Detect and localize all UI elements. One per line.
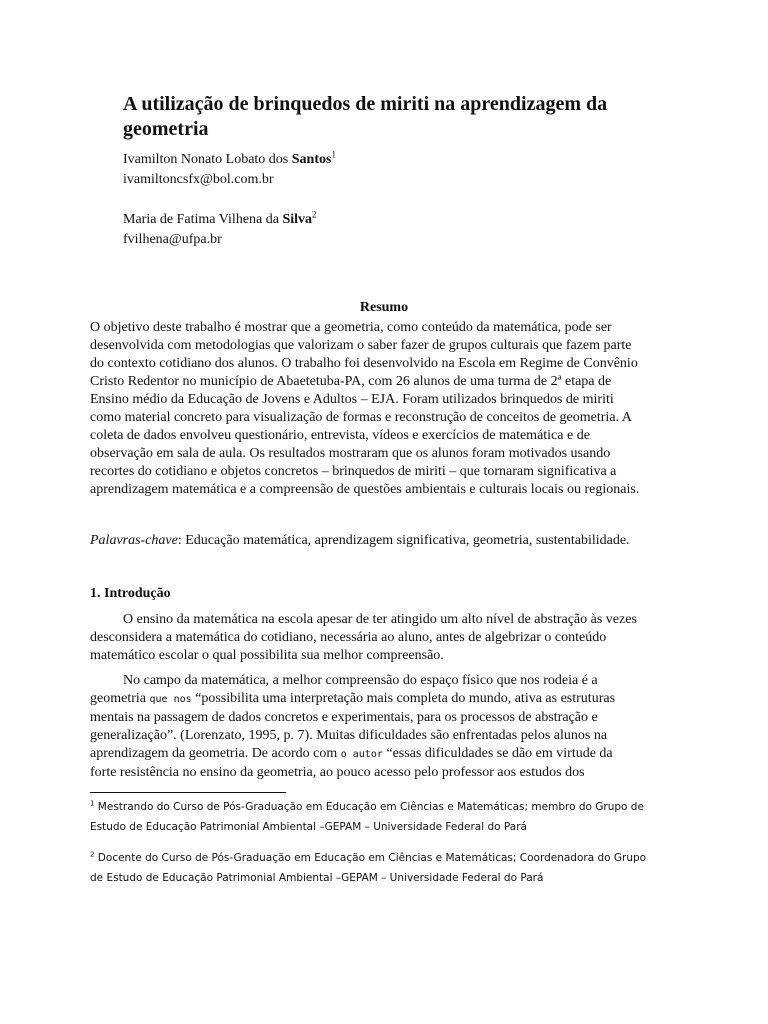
keywords [90, 532, 642, 550]
abstract-text: O objetivo deste trabalho é mostrar que a geometria, como conteúdo da matemática, pode ser desenvolvida com metodologias que valorizam o saber fazer de grupos culturais que fazem parte do contexto cotidiano dos alunos. O trabalho foi desenvolvido na Escola em Regime de Convênio Cristo Redentor no município de Abaetetuba-PA, com 26 alunos de uma turma de 2ª etapa de Ensino médio da Educação de Jovens e Adultos – EJA. Foram utilizados brinquedos de miriti como material concreto para visualização de formas e reconstrução de conceitos de geometria. A coleta de dados envolveu questionário, entrevista, vídeos e exercícios de matemática e de observação em sala de aula. Os resultados mostraram que os alunos foram motivados usando recortes do cotidiano e objetos concretos – brinquedos de miriti – que tornaram significativa a aprendizagem matemática e a compreensão de questões ambientais e culturais locais ou regionais. [90, 320, 640, 497]
author-surname: Silva [282, 212, 313, 227]
footnote-mark: 1 [331, 149, 336, 160]
paragraph-2: No campo da matemática, a melhor compreensão do espaço físico que nos rodeia é a geometria que nos “possibilita uma interpretação mais completa do mundo, ativa as estruturas mentais na passagem de dados concretos e experimentais, para os processos de abstração e generalização”. (Lorenzato, 1995, p. 7). Muitas dificuldades são enfrentadas pelos alunos na aprendizagem da geometria. De acordo com o autor “essas dificuldades se dão em virtude da forte resistência no ensino da geometria, ao pouco acesso pelo professor aos estudos dos [90, 673, 616, 780]
keywords-label: Palavras-chave [90, 533, 178, 548]
inline-code-text: o autor [340, 749, 383, 760]
footnote-2: $^2$ Docente do Curso de Pós-Graduação em Educação em Ciências e Matemáticas; Coordenadora do Grupo de Estudo de Educação Patrimonial Ambiental –GEPAM – Universidade Federal do Pará [90, 850, 647, 884]
footnote-1: $^1$ Mestrando do Curso de Pós-Graduação em Educação em Ciências e Matemáticas; membro do Grupo de Estudo de Educação Patrimonial Ambiental –GEPAM – Universidade Federal do Pará [90, 799, 644, 833]
paper-title: A utilização de brinquedos de miriti na aprendizagem da geometria [123, 93, 608, 140]
author-name: Ivamilton Nonato Lobato dos Santos$^1$ [123, 149, 336, 167]
author-email: fvilhena@ufpa.br [123, 232, 222, 247]
keywords-text: : Educação matemática, aprendizagem significativa, geometria, sustentabilidade. [177, 533, 630, 548]
footnote-divider [90, 792, 286, 793]
footnote-mark: 1 [90, 799, 95, 808]
abstract-heading: Resumo [359, 300, 409, 315]
author-block-2 [123, 210, 317, 250]
author-email: ivamiltoncsfx@bol.com.br [123, 172, 274, 187]
section-heading: 1. Introdução [90, 586, 171, 601]
footnote-mark: 2 [90, 850, 95, 859]
paragraph-1: O ensino da matemática na escola apesar de ter atingido um alto nível de abstração às vezes desconsidera a matemática do cotidiano, necessária ao aluno, antes de algebrizar o conteúdo matemático escolar o qual possibilita sua melhor compreensão. [90, 612, 637, 663]
inline-code-text: que nos [149, 694, 192, 705]
author-surname: Santos [291, 152, 332, 167]
footnote-mark: 2 [312, 209, 317, 220]
author-block-1 [123, 150, 336, 190]
author-name: Maria de Fatima Vilhena da Silva$^2$ [123, 209, 317, 227]
